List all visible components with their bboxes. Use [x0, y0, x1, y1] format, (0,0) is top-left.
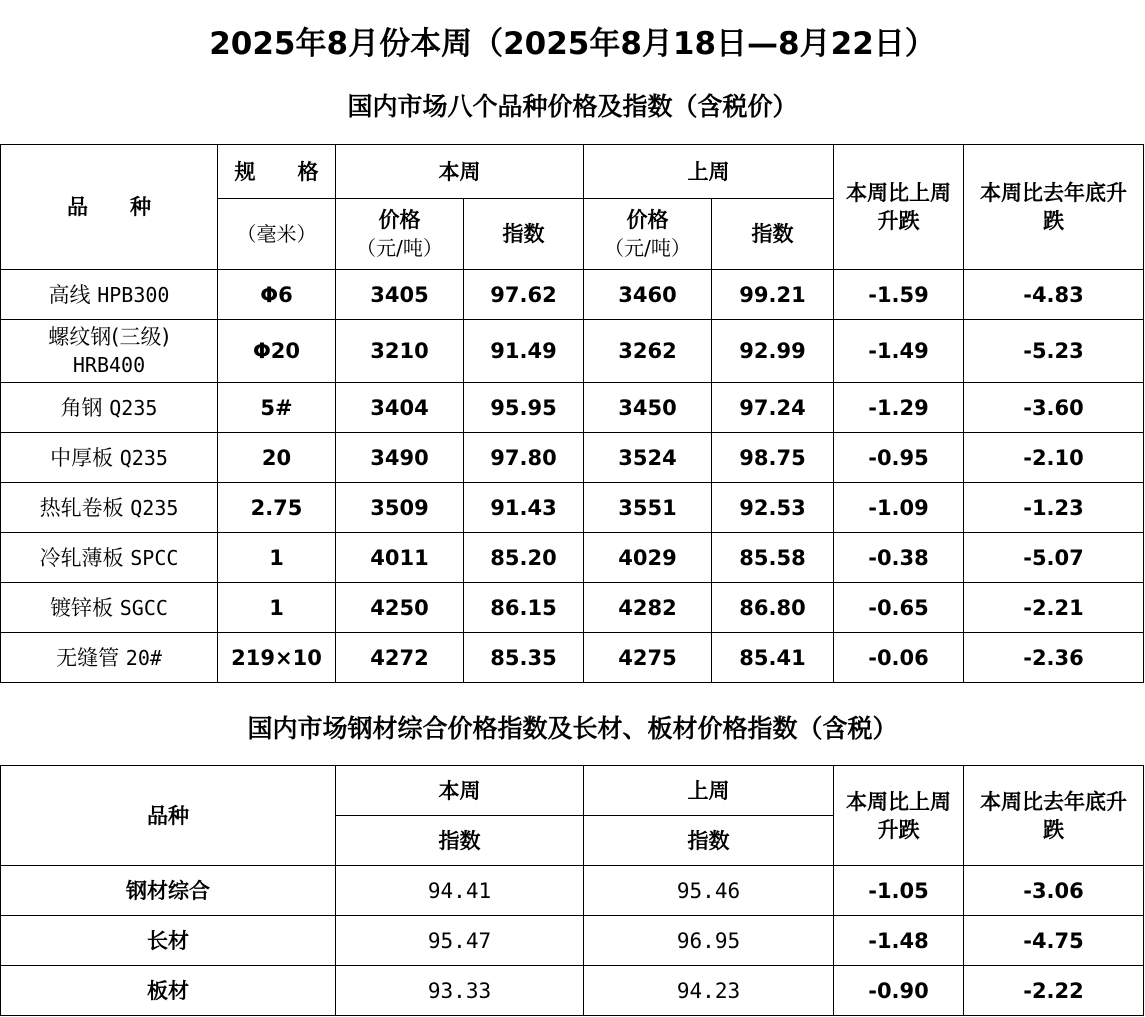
last-week-price: 3262: [584, 320, 712, 383]
spec-header: 规 格: [218, 145, 336, 199]
last-week-price: 4029: [584, 533, 712, 583]
table-row: [1, 866, 1144, 916]
this-week-index: 97.62: [464, 270, 584, 320]
variety-name: 镀锌板 SGCC: [1, 583, 218, 633]
this-week-price: 4250: [336, 583, 464, 633]
price-label: 价格: [378, 208, 421, 232]
ytd-change: -5.07: [964, 533, 1144, 583]
last-week-price: 3551: [584, 483, 712, 533]
eight-varieties-table: [0, 144, 1144, 683]
this-week-index: 91.49: [464, 320, 584, 383]
this-week-index-header: 指数: [336, 816, 584, 866]
spec-value: 1: [218, 583, 336, 633]
composite-index-table: [0, 765, 1144, 1016]
this-week-price-header: [336, 199, 464, 270]
ytd-change: -2.36: [964, 633, 1144, 683]
wow-change: -0.06: [834, 633, 964, 683]
spec-value: 20: [218, 433, 336, 483]
spec-value: 1: [218, 533, 336, 583]
ytd-change: -2.10: [964, 433, 1144, 483]
spec-value: 2.75: [218, 483, 336, 533]
ytd-change: -4.75: [964, 916, 1144, 966]
wow-change: -1.29: [834, 383, 964, 433]
last-week-index: 95.46: [584, 866, 834, 916]
last-week-index: 85.58: [712, 533, 834, 583]
wow-change: -1.49: [834, 320, 964, 383]
last-week-price: 3460: [584, 270, 712, 320]
variety-name: 中厚板 Q235: [1, 433, 218, 483]
last-week-index: 85.41: [712, 633, 834, 683]
table-row: [1, 916, 1144, 966]
last-week-index: 92.99: [712, 320, 834, 383]
table-row: [1, 966, 1144, 1016]
last-week-index-header: 指数: [712, 199, 834, 270]
table-row: [1, 483, 1144, 533]
this-week-index: 85.20: [464, 533, 584, 583]
section1-title: 国内市场八个品种价格及指数（含税价）: [347, 92, 798, 121]
ytd-change-header: 本周比去年底升跌: [964, 145, 1144, 270]
spec-value: 5#: [218, 383, 336, 433]
last-week-index: 94.23: [584, 966, 834, 1016]
ytd-change: -5.23: [964, 320, 1144, 383]
this-week-price: 3490: [336, 433, 464, 483]
ytd-change: -2.22: [964, 966, 1144, 1016]
last-week-index: 86.80: [712, 583, 834, 633]
wow-change-header: 本周比上周升跌: [834, 145, 964, 270]
this-week-index: 93.33: [336, 966, 584, 1016]
ytd-change-header: 本周比去年底升跌: [964, 766, 1144, 866]
last-week-price: 4275: [584, 633, 712, 683]
table-row: [1, 433, 1144, 483]
this-week-index: 95.95: [464, 383, 584, 433]
wow-change: -1.05: [834, 866, 964, 916]
last-week-header: 上周: [584, 145, 834, 199]
table-row: [1, 383, 1144, 433]
this-week-index: 97.80: [464, 433, 584, 483]
page-title: 2025年8月份本周（2025年8月18日—8月22日）: [209, 26, 936, 62]
this-week-price: 3405: [336, 270, 464, 320]
price-label: 价格: [626, 208, 669, 232]
variety-name: 钢材综合: [1, 866, 336, 916]
wow-change: -1.48: [834, 916, 964, 966]
this-week-price: 4272: [336, 633, 464, 683]
variety-name: 热轧卷板 Q235: [1, 483, 218, 533]
spec-unit-header: （毫米）: [218, 199, 336, 270]
last-week-index: 96.95: [584, 916, 834, 966]
this-week-index: 91.43: [464, 483, 584, 533]
table-row: [1, 633, 1144, 683]
wow-change-header: 本周比上周升跌: [834, 766, 964, 866]
variety-name: 冷轧薄板 SPCC: [1, 533, 218, 583]
wow-change: -1.59: [834, 270, 964, 320]
ytd-change: -2.21: [964, 583, 1144, 633]
price-unit-label: （元/吨）: [604, 236, 691, 260]
ytd-change: -4.83: [964, 270, 1144, 320]
table-row: [1, 533, 1144, 583]
last-week-index-header: 指数: [584, 816, 834, 866]
wow-change: -1.09: [834, 483, 964, 533]
last-week-price: 3524: [584, 433, 712, 483]
ytd-change: -3.60: [964, 383, 1144, 433]
this-week-price: 3509: [336, 483, 464, 533]
this-week-price: 3210: [336, 320, 464, 383]
price-unit-label: （元/吨）: [356, 236, 443, 260]
last-week-price-header: [584, 199, 712, 270]
wow-change: -0.95: [834, 433, 964, 483]
section2-title: 国内市场钢材综合价格指数及长材、板材价格指数（含税）: [247, 714, 898, 743]
this-week-header: 本周: [336, 766, 584, 816]
this-week-price: 3404: [336, 383, 464, 433]
variety-header: 品 种: [1, 145, 218, 270]
spec-value: 219×10: [218, 633, 336, 683]
variety-name: 长材: [1, 916, 336, 966]
variety-header: 品种: [1, 766, 336, 866]
variety-name: 螺纹钢(三级) HRB400: [1, 320, 218, 383]
last-week-price: 3450: [584, 383, 712, 433]
ytd-change: -3.06: [964, 866, 1144, 916]
spec-value: Φ20: [218, 320, 336, 383]
variety-name: 无缝管 20#: [1, 633, 218, 683]
this-week-index: 85.35: [464, 633, 584, 683]
table-row: [1, 320, 1144, 383]
wow-change: -0.38: [834, 533, 964, 583]
variety-name: 角钢 Q235: [1, 383, 218, 433]
last-week-index: 98.75: [712, 433, 834, 483]
this-week-index: 94.41: [336, 866, 584, 916]
last-week-index: 99.21: [712, 270, 834, 320]
table-row: [1, 270, 1144, 320]
wow-change: -0.90: [834, 966, 964, 1016]
ytd-change: -1.23: [964, 483, 1144, 533]
last-week-index: 92.53: [712, 483, 834, 533]
this-week-index-header: 指数: [464, 199, 584, 270]
table-row: [1, 583, 1144, 633]
this-week-price: 4011: [336, 533, 464, 583]
last-week-index: 97.24: [712, 383, 834, 433]
wow-change: -0.65: [834, 583, 964, 633]
last-week-price: 4282: [584, 583, 712, 633]
spec-value: Φ6: [218, 270, 336, 320]
this-week-index: 86.15: [464, 583, 584, 633]
this-week-header: 本周: [336, 145, 584, 199]
last-week-header: 上周: [584, 766, 834, 816]
variety-name: 板材: [1, 966, 336, 1016]
variety-name: 高线 HPB300: [1, 270, 218, 320]
this-week-index: 95.47: [336, 916, 584, 966]
